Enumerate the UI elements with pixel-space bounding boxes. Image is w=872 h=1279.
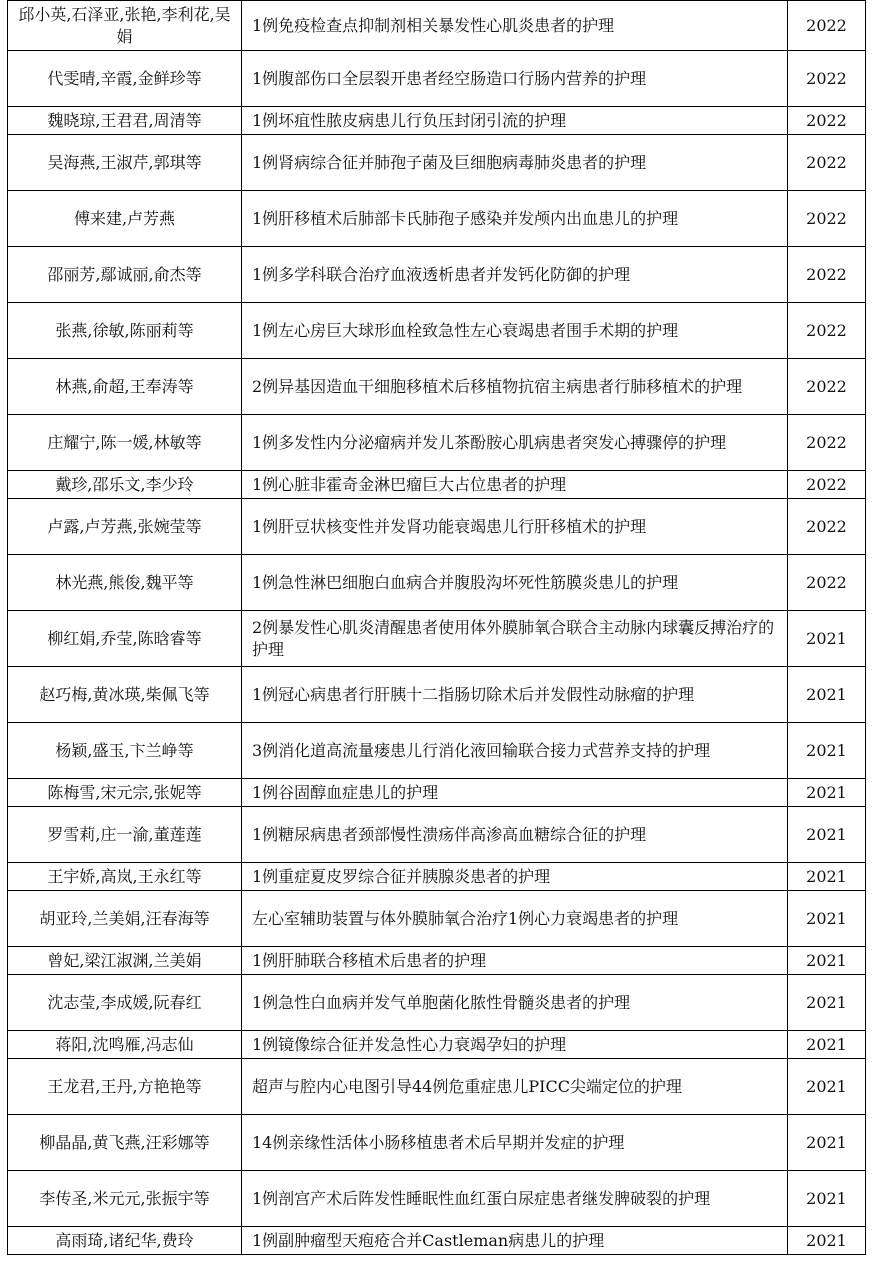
title-cell: 1例肝肺联合移植术后患者的护理 (242, 947, 788, 975)
table-row (8, 471, 866, 499)
records-table-body (8, 1, 866, 1255)
author-cell: 庄耀宁,陈一媛,林敏等 (8, 415, 242, 471)
year-cell: 2022 (788, 51, 866, 107)
table-row (8, 779, 866, 807)
title-cell: 1例坏疽性脓皮病患儿行负压封闭引流的护理 (242, 107, 788, 135)
table-row (8, 51, 866, 107)
year-cell: 2021 (788, 807, 866, 863)
author-cell: 李传圣,米元元,张振宇等 (8, 1171, 242, 1227)
title-cell: 1例肝移植术后肺部卡氏肺孢子感染并发颅内出血患儿的护理 (242, 191, 788, 247)
author-cell: 赵巧梅,黄冰瑛,柴佩飞等 (8, 667, 242, 723)
table-row (8, 191, 866, 247)
table-row (8, 135, 866, 191)
table-row (8, 415, 866, 471)
year-cell: 2021 (788, 891, 866, 947)
author-cell: 杨颖,盛玉,卞兰峥等 (8, 723, 242, 779)
title-cell: 1例左心房巨大球形血栓致急性左心衰竭患者围手术期的护理 (242, 303, 788, 359)
year-cell: 2022 (788, 1, 866, 51)
title-cell: 3例消化道高流量瘘患儿行消化液回输联合接力式营养支持的护理 (242, 723, 788, 779)
author-cell: 魏晓琼,王君君,周清等 (8, 107, 242, 135)
title-cell: 2例异基因造血干细胞移植术后移植物抗宿主病患者行肺移植术的护理 (242, 359, 788, 415)
year-cell: 2022 (788, 555, 866, 611)
year-cell: 2021 (788, 1227, 866, 1255)
table-row (8, 891, 866, 947)
table-row (8, 1059, 866, 1115)
title-cell: 超声与腔内心电图引导44例危重症患儿PICC尖端定位的护理 (242, 1059, 788, 1115)
title-cell: 1例免疫检查点抑制剂相关暴发性心肌炎患者的护理 (242, 1, 788, 51)
table-row (8, 975, 866, 1031)
year-cell: 2021 (788, 723, 866, 779)
table-row (8, 499, 866, 555)
author-cell: 曾妃,梁江淑渊,兰美娟 (8, 947, 242, 975)
year-cell: 2021 (788, 611, 866, 667)
table-row (8, 1031, 866, 1059)
author-cell: 傅来建,卢芳燕 (8, 191, 242, 247)
year-cell: 2022 (788, 107, 866, 135)
title-cell: 14例亲缘性活体小肠移植患者术后早期并发症的护理 (242, 1115, 788, 1171)
author-cell: 戴珍,邵乐文,李少玲 (8, 471, 242, 499)
author-cell: 王龙君,王丹,方艳艳等 (8, 1059, 242, 1115)
year-cell: 2022 (788, 247, 866, 303)
author-cell: 吴海燕,王淑芹,郭琪等 (8, 135, 242, 191)
table-row (8, 611, 866, 667)
year-cell: 2021 (788, 975, 866, 1031)
author-cell: 沈志莹,李成媛,阮春红 (8, 975, 242, 1031)
title-cell: 1例多学科联合治疗血液透析患者并发钙化防御的护理 (242, 247, 788, 303)
table-row (8, 359, 866, 415)
author-cell: 卢露,卢芳燕,张婉莹等 (8, 499, 242, 555)
year-cell: 2022 (788, 471, 866, 499)
title-cell: 1例副肿瘤型天疱疮合并Castleman病患儿的护理 (242, 1227, 788, 1255)
author-cell: 林燕,俞超,王奉涛等 (8, 359, 242, 415)
year-cell: 2021 (788, 863, 866, 891)
author-cell: 代雯晴,辛霞,金鲜珍等 (8, 51, 242, 107)
year-cell: 2021 (788, 1059, 866, 1115)
records-table (7, 0, 866, 1255)
year-cell: 2022 (788, 191, 866, 247)
table-row (8, 807, 866, 863)
year-cell: 2022 (788, 359, 866, 415)
table-row (8, 723, 866, 779)
year-cell: 2021 (788, 947, 866, 975)
year-cell: 2021 (788, 779, 866, 807)
author-cell: 高雨琦,诸纪华,费玲 (8, 1227, 242, 1255)
table-row (8, 303, 866, 359)
author-cell: 邱小英,石泽亚,张艳,李利花,吴娟 (8, 1, 242, 51)
year-cell: 2022 (788, 499, 866, 555)
title-cell: 左心室辅助装置与体外膜肺氧合治疗1例心力衰竭患者的护理 (242, 891, 788, 947)
table-row (8, 1227, 866, 1255)
title-cell: 1例急性淋巴细胞白血病合并腹股沟坏死性筋膜炎患儿的护理 (242, 555, 788, 611)
author-cell: 胡亚玲,兰美娟,汪春海等 (8, 891, 242, 947)
title-cell: 1例多发性内分泌瘤病并发儿茶酚胺心肌病患者突发心搏骤停的护理 (242, 415, 788, 471)
author-cell: 蒋阳,沈鸣雁,冯志仙 (8, 1031, 242, 1059)
title-cell: 1例腹部伤口全层裂开患者经空肠造口行肠内营养的护理 (242, 51, 788, 107)
title-cell: 1例冠心病患者行肝胰十二指肠切除术后并发假性动脉瘤的护理 (242, 667, 788, 723)
year-cell: 2022 (788, 415, 866, 471)
table-row (8, 107, 866, 135)
year-cell: 2021 (788, 1115, 866, 1171)
title-cell: 1例肾病综合征并肺孢子菌及巨细胞病毒肺炎患者的护理 (242, 135, 788, 191)
table-row (8, 667, 866, 723)
year-cell: 2022 (788, 135, 866, 191)
table-row (8, 555, 866, 611)
year-cell: 2021 (788, 667, 866, 723)
author-cell: 柳红娟,乔莹,陈晗睿等 (8, 611, 242, 667)
author-cell: 邵丽芳,鄢诚丽,俞杰等 (8, 247, 242, 303)
title-cell: 1例心脏非霍奇金淋巴瘤巨大占位患者的护理 (242, 471, 788, 499)
table-row (8, 947, 866, 975)
title-cell: 1例重症夏皮罗综合征并胰腺炎患者的护理 (242, 863, 788, 891)
title-cell: 1例谷固醇血症患儿的护理 (242, 779, 788, 807)
year-cell: 2021 (788, 1171, 866, 1227)
title-cell: 1例糖尿病患者颈部慢性溃疡伴高渗高血糖综合征的护理 (242, 807, 788, 863)
title-cell: 1例剖宫产术后阵发性睡眠性血红蛋白尿症患者继发脾破裂的护理 (242, 1171, 788, 1227)
author-cell: 陈梅雪,宋元宗,张妮等 (8, 779, 242, 807)
title-cell: 2例暴发性心肌炎清醒患者使用体外膜肺氧合联合主动脉内球囊反搏治疗的护理 (242, 611, 788, 667)
title-cell: 1例急性白血病并发气单胞菌化脓性骨髓炎患者的护理 (242, 975, 788, 1031)
title-cell: 1例镜像综合征并发急性心力衰竭孕妇的护理 (242, 1031, 788, 1059)
table-row (8, 863, 866, 891)
author-cell: 王宇娇,高岚,王永红等 (8, 863, 242, 891)
table-row (8, 1171, 866, 1227)
table-row (8, 247, 866, 303)
table-row (8, 1115, 866, 1171)
year-cell: 2021 (788, 1031, 866, 1059)
author-cell: 罗雪莉,庄一渝,董莲莲 (8, 807, 242, 863)
table-row (8, 1, 866, 51)
author-cell: 张燕,徐敏,陈丽莉等 (8, 303, 242, 359)
title-cell: 1例肝豆状核变性并发肾功能衰竭患儿行肝移植术的护理 (242, 499, 788, 555)
year-cell: 2022 (788, 303, 866, 359)
author-cell: 林光燕,熊俊,魏平等 (8, 555, 242, 611)
author-cell: 柳晶晶,黄飞燕,汪彩娜等 (8, 1115, 242, 1171)
